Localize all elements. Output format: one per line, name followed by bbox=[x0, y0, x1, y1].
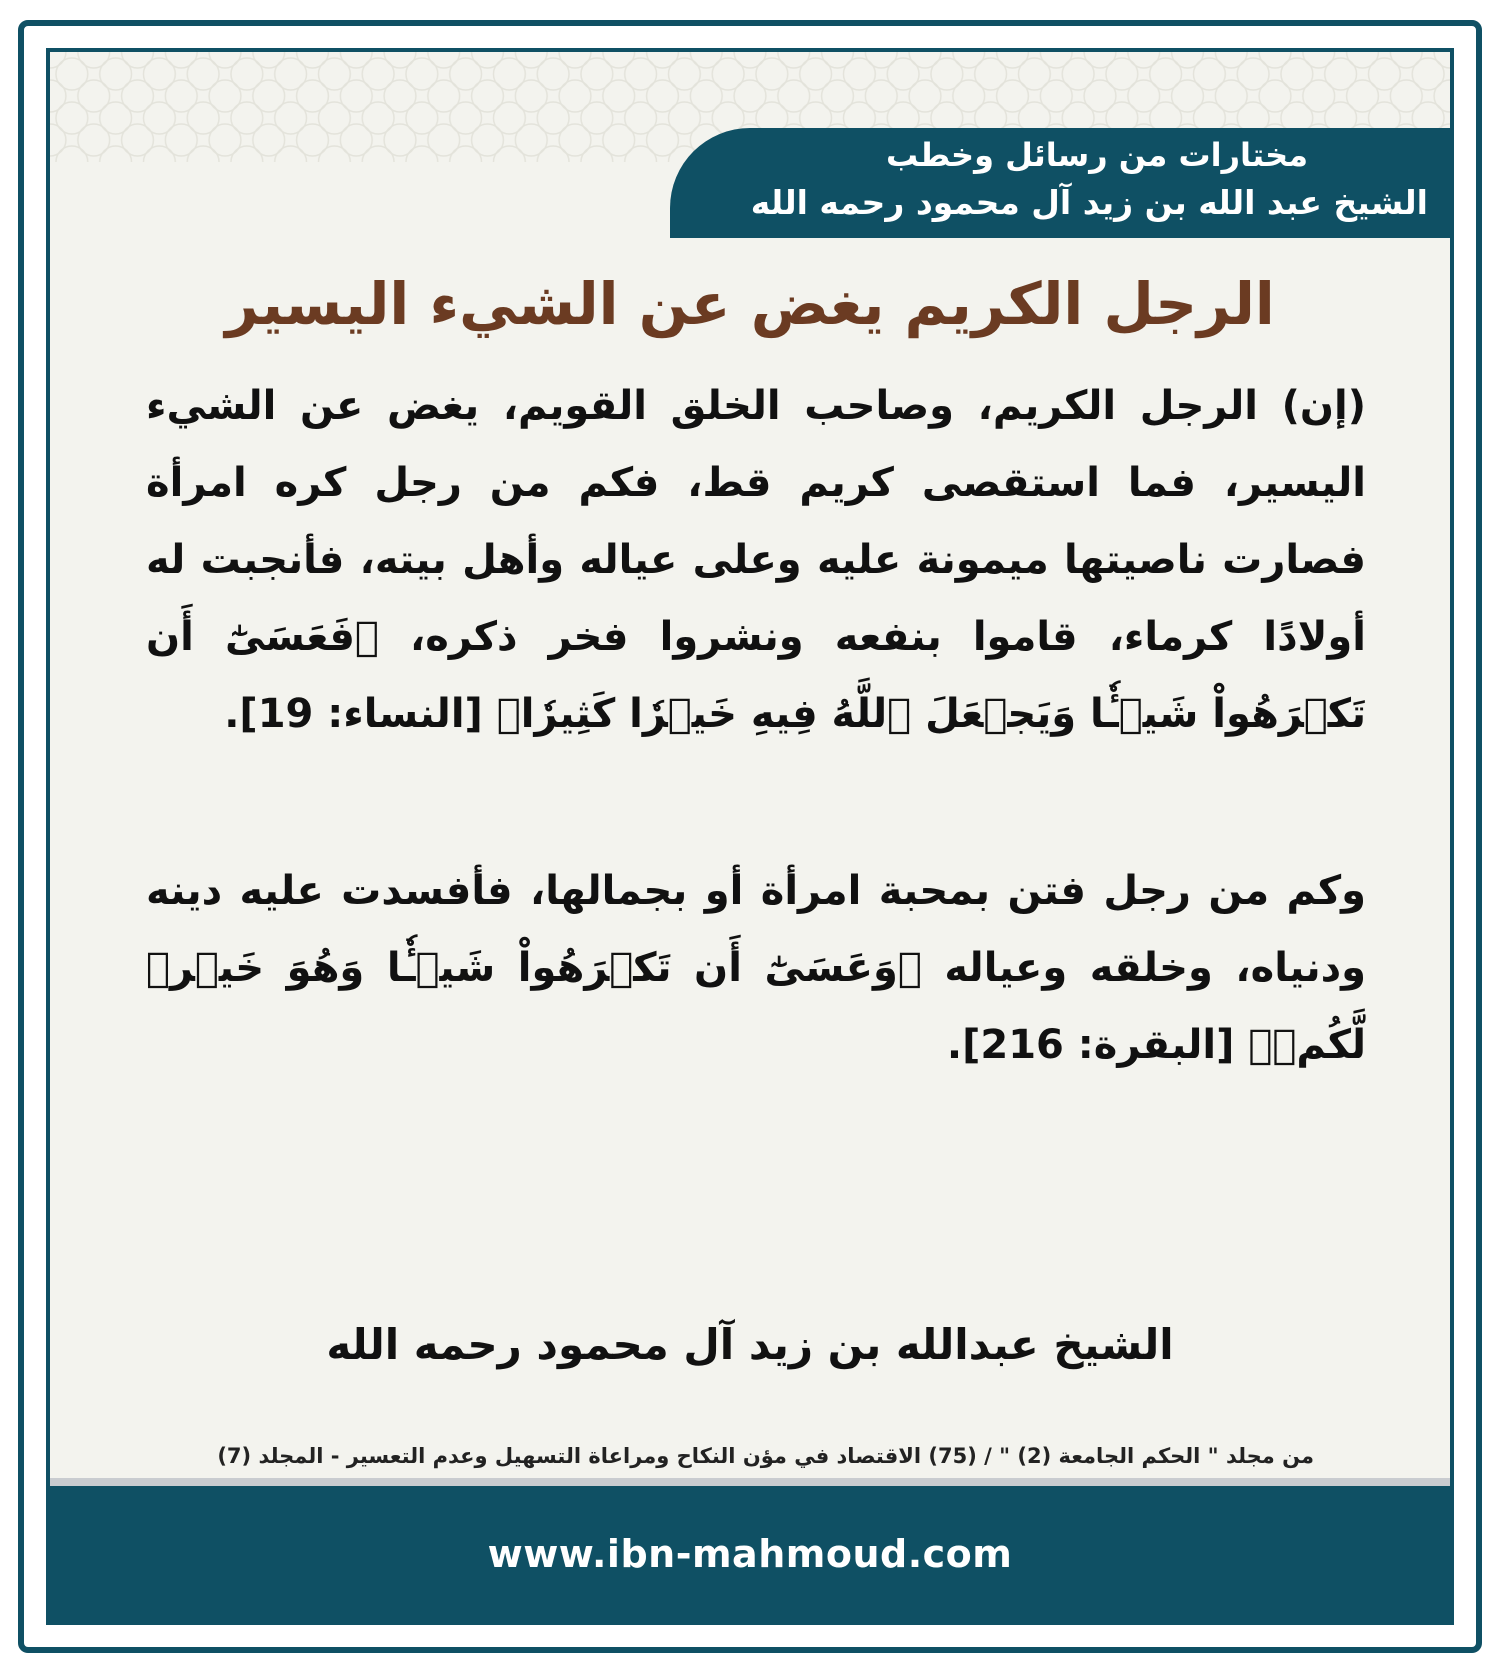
header-ribbon bbox=[670, 128, 1450, 238]
footer-bar bbox=[50, 1478, 1450, 1621]
article-body bbox=[146, 368, 1366, 1084]
signature: الشيخ عبدالله بن زيد آل محمود رحمه الله bbox=[326, 1320, 1174, 1369]
header-author: الشيخ عبد الله بن زيد آل محمود رحمه الله bbox=[750, 183, 1428, 222]
outer-frame bbox=[18, 20, 1482, 1653]
paragraph-2: وكم من رجل فتن بمحبة امرأة أو بجمالها، فأفسدت عليه دينه ودنياه، وخلقه وعياله ﴿وَعَسَىٰٓ أَن تَكۡرَهُواْ شَيۡـٔٗا وَهُوَ خَيۡرٞ لَّكُمۡ﴾ [البقرة: 216]. bbox=[146, 868, 1366, 1068]
page-title: الرجل الكريم يغض عن الشيء اليسير bbox=[225, 270, 1275, 338]
inner-frame bbox=[46, 48, 1454, 1625]
header-series-title: مختارات من رسائل وخطب bbox=[885, 136, 1308, 174]
website-link[interactable]: www.ibn-mahmoud.com bbox=[487, 1531, 1013, 1576]
paragraph-1: (إن) الرجل الكريم، وصاحب الخلق القويم، يغض عن الشيء اليسير، فما استقصى كريم قط، فكم من رجل كره امرأة فصارت ناصيتها ميمونة عليه وعلى عياله وأهل بيته، فأنجبت له أولادًا كرماء، قاموا بنفعه ونشروا فخر ذكره، ﴿فَعَسَىٰٓ أَن تَكۡرَهُواْ شَيۡـٔٗا وَيَجۡعَلَ ٱللَّهُ فِيهِ خَيۡرٗا كَثِيرٗا﴾ [النساء: 19]. bbox=[146, 383, 1366, 737]
source-citation: من مجلد " الحكم الجامعة (2) " / (75) الاقتصاد في مؤن النكاح ومراعاة التسهيل وعدم التعسير - المجلد (7) bbox=[217, 1444, 1314, 1468]
